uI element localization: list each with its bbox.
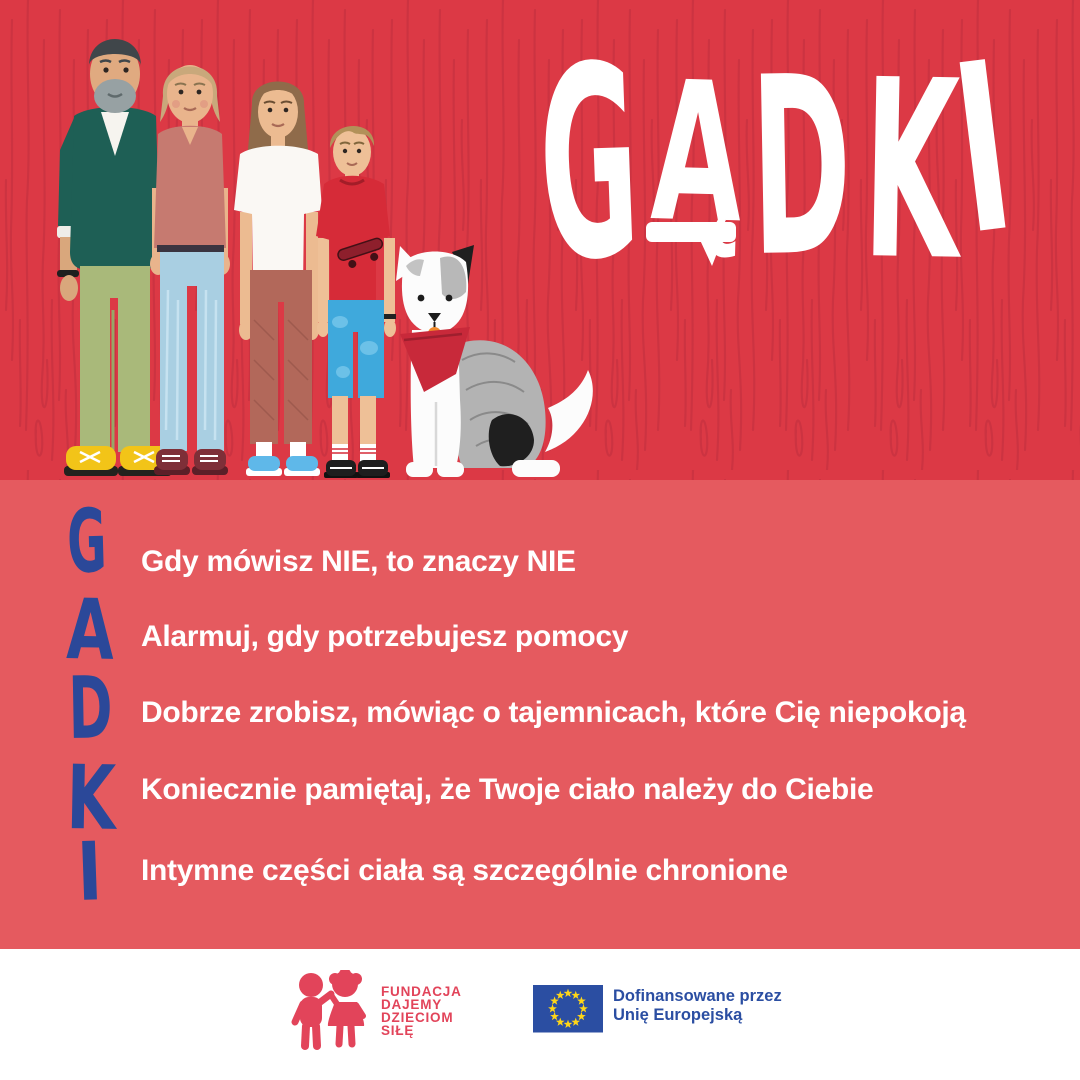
message-line-1: Gdy mówisz NIE, to znaczy NIE [141,545,576,578]
fdds-line-3: DZIECIOM [381,1010,454,1025]
wordmark-letter-d: D [749,22,854,312]
eu-flag-icon [533,985,603,1033]
top-artwork [0,0,1080,480]
fdds-line-4: SIŁĘ [381,1023,415,1038]
fdds-line-2: DAJEMY [381,997,443,1012]
message-line-2: Alarmuj, gdy potrzebujesz pomocy [141,620,629,653]
eu-line-1: Dofinansowane przez [613,987,782,1005]
acrostic-letter-d: D [67,657,114,759]
wordmark-letter-a: Ą [648,40,746,267]
acrostic-letter-g: G [65,490,108,594]
fdds-children-icon [289,970,369,1058]
eu-line-2: Unię Europejską [613,1006,743,1024]
footer [0,949,1080,1080]
eu-logo-text [613,987,782,1025]
top-band [0,0,1080,480]
wordmark-letter-k: K [860,26,962,315]
gadki-wordmark [535,10,1025,320]
wordmark-letter-g: G [534,10,644,321]
message-band [0,480,1080,949]
fdds-line-1: FUNDACJA [381,984,462,999]
fdds-logo [289,970,462,1058]
message-line-4: Koniecznie pamiętaj, że Twoje ciało należy do Ciebie [141,773,874,806]
acrostic-letter-k: K [65,747,117,851]
eu-funding-logo [533,985,782,1033]
wordmark-letter-i: I [941,12,1025,287]
fdds-logo-text [381,985,462,1037]
message-line-5: Intymne części ciała są szczególnie chronione [141,854,788,887]
gadki-acrostic-vertical [0,480,140,949]
acrostic-letter-a: A [65,581,115,680]
acrostic-letter-i: I [75,824,104,920]
message-line-3: Dobrze zrobisz, mówiąc o tajemnicach, które Cię niepokoją [141,696,966,729]
